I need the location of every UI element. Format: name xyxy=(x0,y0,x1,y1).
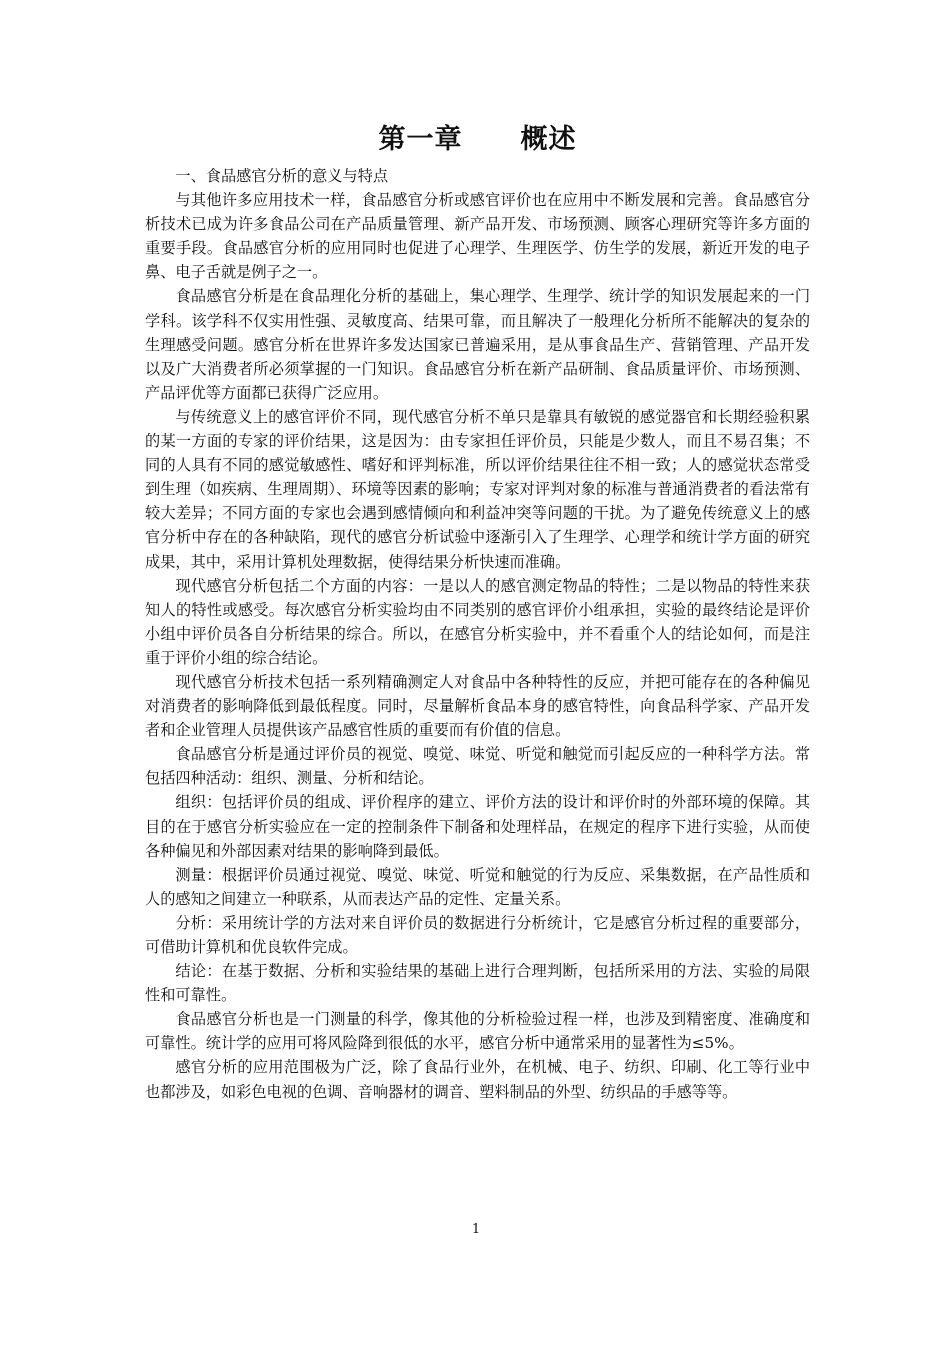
paragraph-10: 结论：在基于数据、分析和实验结果的基础上进行合理判断，包括所采用的方法、实验的局限性和可靠性。 xyxy=(145,962,810,1005)
paragraph-4: 现代感官分析包括二个方面的内容：一是以人的感官测定物品的特性；二是以物品的特性来获知人的特性或感受。每次感官分析实验均由不同类别的感官评价小组承担，实验的最终结论是评价小组中评价员各自分析结果的综合。所以，在感官分析实验中，并不看重个人的结论如何，而是注重于评价小组的综合结论。 xyxy=(145,576,810,667)
paragraph-6: 食品感官分析是通过评价员的视觉、嗅觉、味觉、听觉和触觉而引起反应的一种科学方法。常包括四种活动：组织、测量、分析和结论。 xyxy=(145,745,810,788)
body-text xyxy=(145,164,810,1104)
chapter-title xyxy=(145,118,810,164)
section-heading: 一、食品感官分析的意义与特点 xyxy=(175,167,389,185)
paragraph-7: 组织：包括评价员的组成、评价程序的建立、评价方法的设计和评价时的外部环境的保障。其目的在于感官分析实验应在一定的控制条件下制备和处理样品，在规定的程序下进行实验，从而使各种偏见和外部因素对结果的影响降到最低。 xyxy=(145,793,810,860)
paragraph-3: 与传统意义上的感官评价不同，现代感官分析不单只是靠具有敏锐的感觉器官和长期经验积累的某一方面的专家的评价结果，这是因为：由专家担任评价员，只能是少数人，而且不易召集；不同的人具有不同的感觉敏感性、嗜好和评判标准，所以评价结果往往不相一致；人的感觉状态常受到生理（如疾病、生理周期）、环境等因素的影响；专家对评判对象的标准与普通消费者的看法常有较大差异；不同方面的专家也会遇到感情倾向和利益冲突等问题的干扰。为了避免传统意义上的感官分析中存在的各种缺陷，现代的感官分析试验中逐渐引入了生理学、心理学和统计学方面的研究成果，其中，采用计算机处理数据，使得结果分析快速而准确。 xyxy=(145,407,810,571)
chapter-name: 概述 xyxy=(520,124,577,155)
document-page xyxy=(145,118,810,1104)
page-number: 1 xyxy=(471,1222,481,1237)
paragraph-11: 食品感官分析也是一门测量的科学，像其他的分析检验过程一样，也涉及到精密度、准确度和可靠性。统计学的应用可将风险降到很低的水平，感官分析中通常采用的显著性为≤5%。 xyxy=(145,1010,810,1053)
chapter-number: 第一章 xyxy=(378,124,463,155)
paragraph-2: 食品感官分析是在食品理化分析的基础上，集心理学、生理学、统计学的知识发展起来的一门学科。该学科不仅实用性强、灵敏度高、结果可靠，而且解决了一般理化分析所不能解决的复杂的生理感受问题。感官分析在世界许多发达国家已普遍采用，是从事食品生产、营销管理、产品开发以及广大消费者所必须掌握的一门知识。食品感官分析在新产品研制、食品质量评价、市场预测、产品评优等方面都已获得广泛应用。 xyxy=(145,287,810,402)
paragraph-1: 与其他许多应用技术一样，食品感官分析或感官评价也在应用中不断发展和完善。食品感官分析技术已成为许多食品公司在产品质量管理、新产品开发、市场预测、顾客心理研究等许多方面的重要手段。食品感官分析的应用同时也促进了心理学、生理医学、仿生学的发展，新近开发的电子鼻、电子舌就是例子之一。 xyxy=(145,191,810,282)
paragraph-9: 分析：采用统计学的方法对来自评价员的数据进行分析统计，它是感官分析过程的重要部分，可借助计算机和优良软件完成。 xyxy=(145,913,810,956)
paragraph-5: 现代感官分析技术包括一系列精确测定人对食品中各种特性的反应，并把可能存在的各种偏见对消费者的影响降低到最低程度。同时，尽量解析食品本身的感官特性，向食品科学家、产品开发者和企业管理人员提供该产品感官性质的重要而有价值的信息。 xyxy=(145,672,810,740)
paragraph-12: 感官分析的应用范围极为广泛，除了食品行业外，在机械、电子、纺织、印刷、化工等行业中也都涉及，如彩色电视的色调、音响器材的调音、塑料制品的外型、纺织品的手感等等。 xyxy=(145,1058,810,1101)
paragraph-8: 测量：根据评价员通过视觉、嗅觉、味觉、听觉和触觉的行为反应、采集数据，在产品性质和人的感知之间建立一种联系，从而表达产品的定性、定量关系。 xyxy=(145,865,810,908)
